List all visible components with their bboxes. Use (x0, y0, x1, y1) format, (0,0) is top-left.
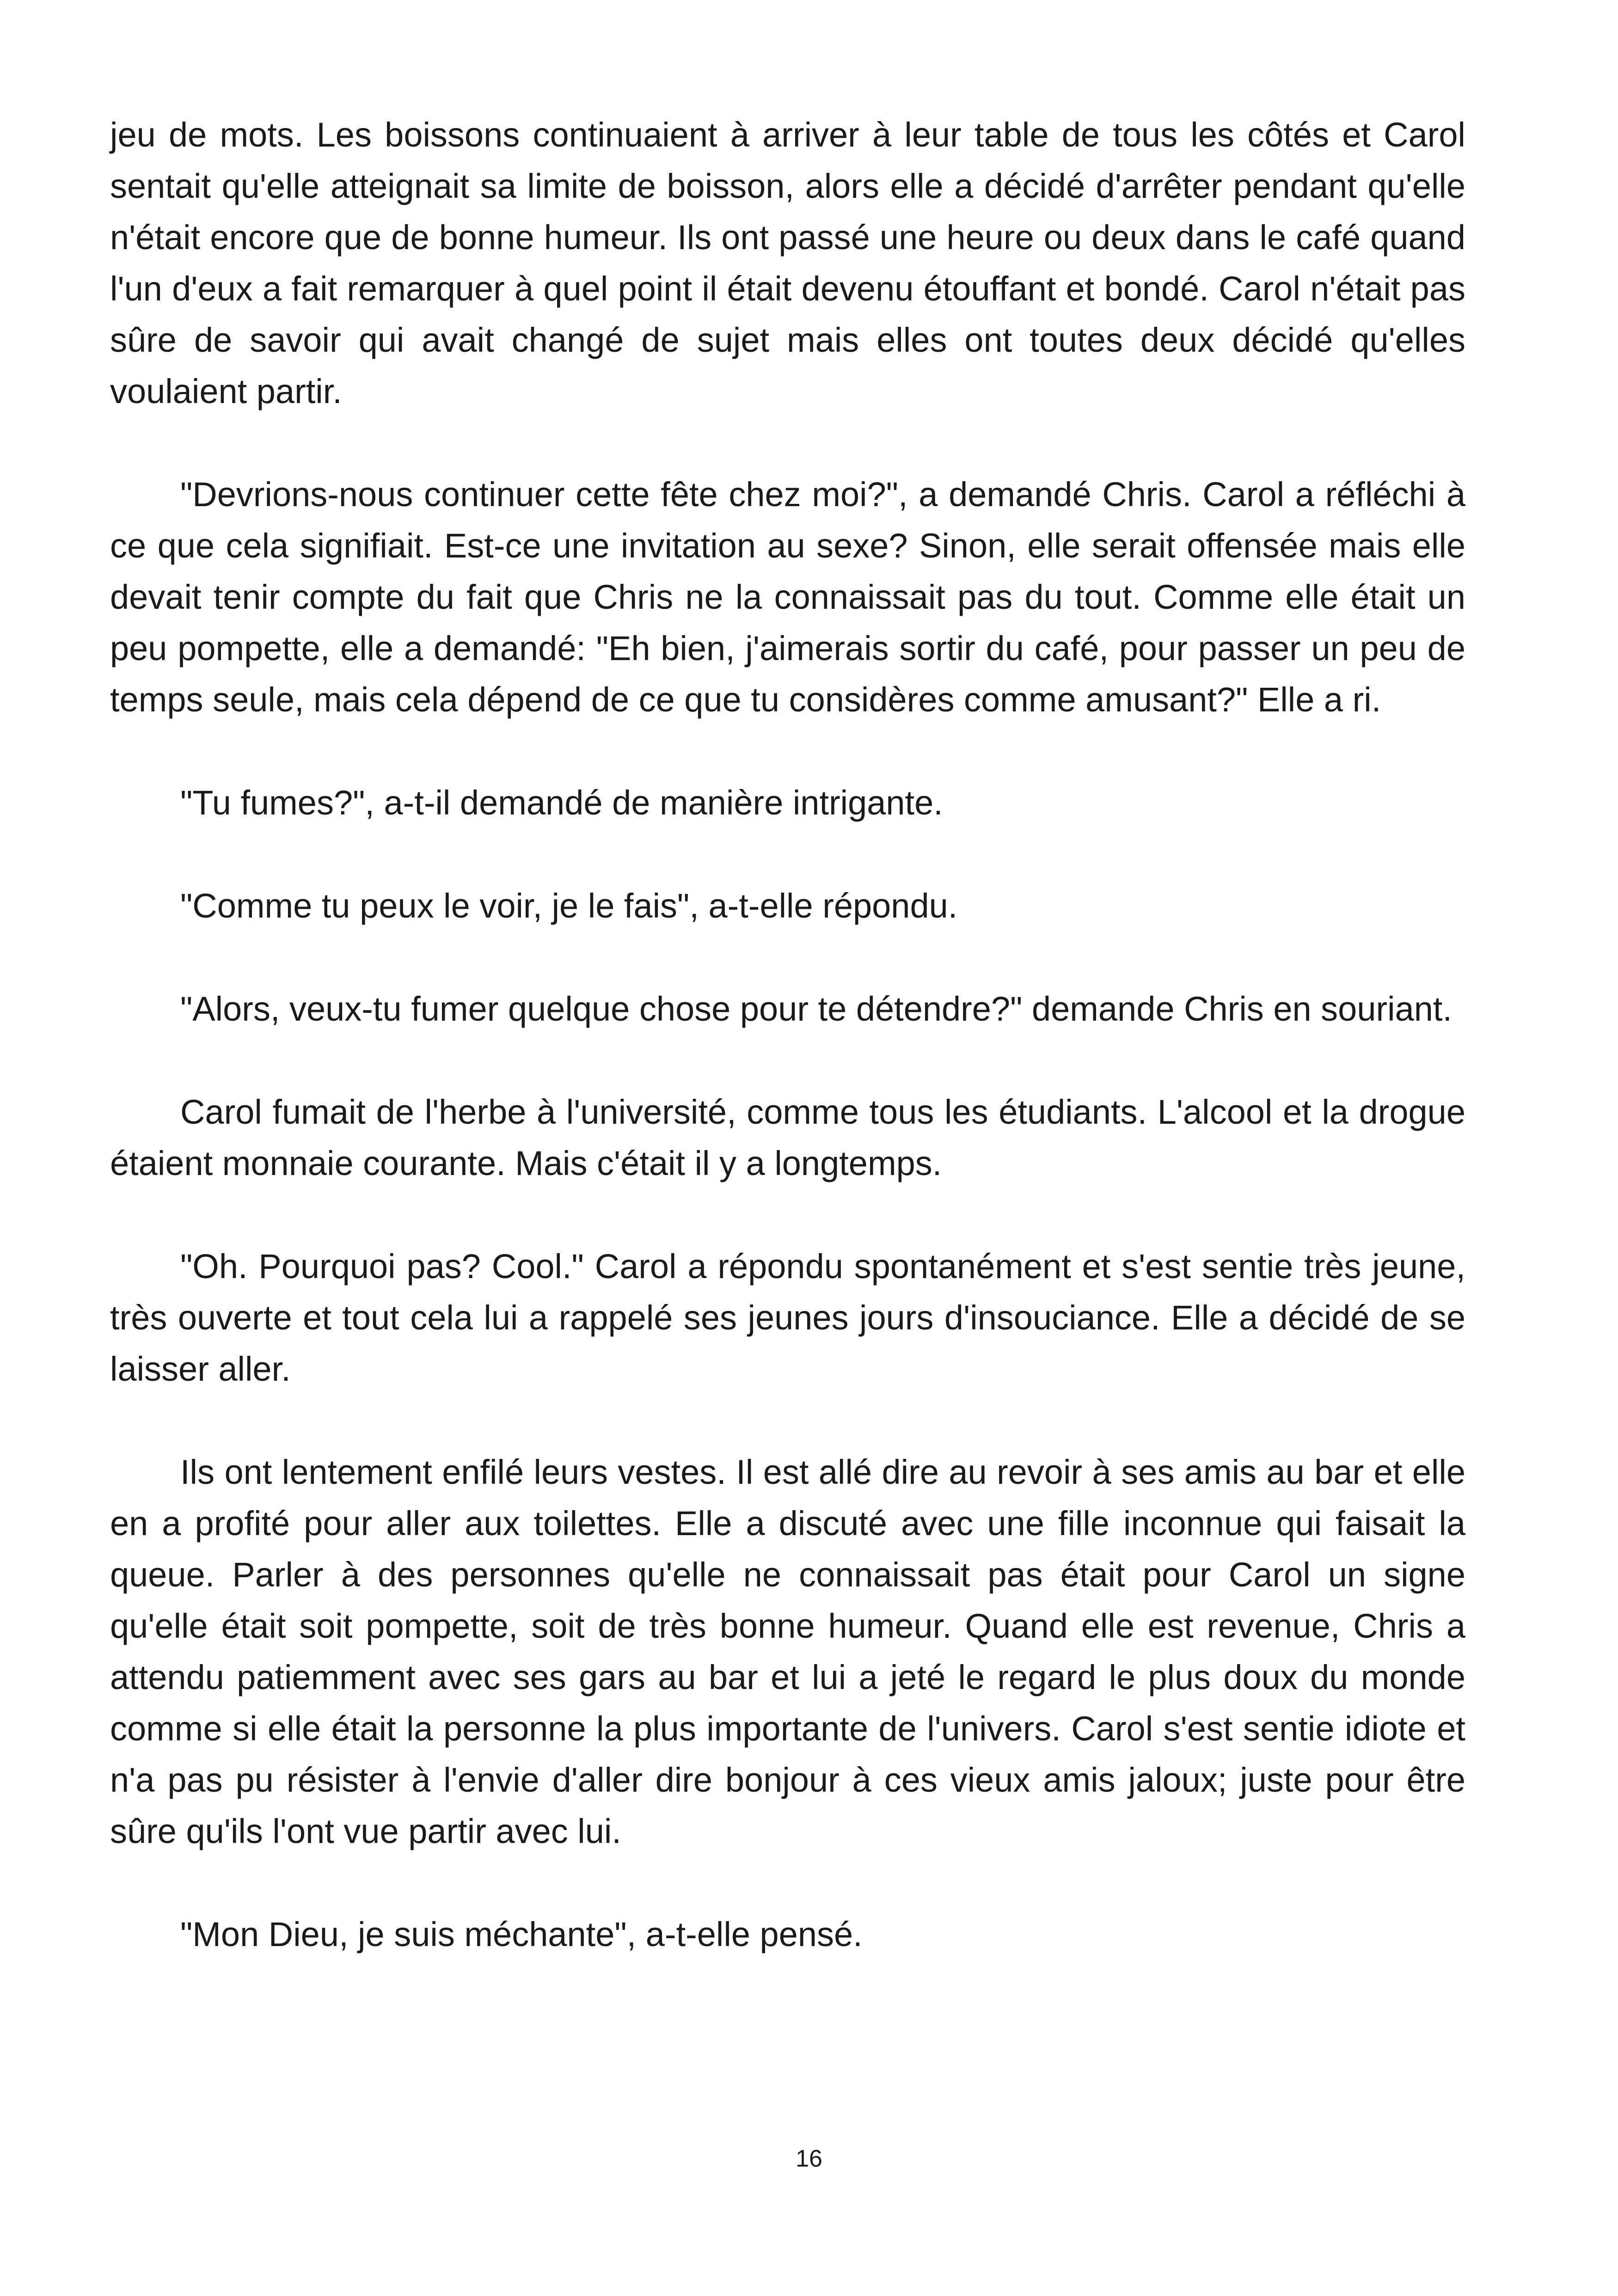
paragraph: "Alors, veux-tu fumer quelque chose pour te détendre?" demande Chris en souriant. (180, 990, 1453, 1028)
paragraph: "Mon Dieu, je suis méchante", a-t-elle pensé. (180, 1915, 863, 1953)
paragraph: "Comme tu peux le voir, je le fais", a-t-elle répondu. (180, 887, 958, 925)
paragraph: Carol fumait de l'herbe à l'université, comme tous les étudiants. L'alcool et la drogue étaient monnaie courante. Mais c'était il y a longtemps. (110, 1093, 1465, 1182)
page-number: 16 (796, 2145, 822, 2172)
paragraph: Ils ont lentement enfilé leurs vestes. Il est allé dire au revoir à ses amis au bar et elle en a profité pour aller aux toilettes. Elle a discuté avec une fille inconnue qui faisait la queue. Parler à des personnes qu'elle ne connaissait pas était pour Carol un signe qu'elle était soit pompette, soit de très bonne humeur. Quand elle est revenue, Chris a attendu patiemment avec ses gars au bar et lui a jeté le regard le plus doux du monde comme si elle était la personne la plus importante de l'univers. Carol s'est sentie idiote et n'a pas pu résister à l'envie d'aller dire bonjour à ces vieux amis jaloux; juste pour être sûre qu'ils l'ont vue partir avec lui. (110, 1453, 1465, 1850)
paragraph: jeu de mots. Les boissons continuaient à arriver à leur table de tous les côtés et Carol sentait qu'elle atteignait sa limite de boisson, alors elle a décidé d'arrêter pendant qu'elle n'était encore que de bonne humeur. Ils ont passé une heure ou deux dans le café quand l'un d'eux a fait remarquer à quel point il était devenu étouffant et bondé. Carol n'était pas sûre de savoir qui avait changé de sujet mais elles ont toutes deux décidé qu'elles voulaient partir. (110, 116, 1465, 410)
body-text (110, 109, 1465, 2012)
paragraph: "Tu fumes?", a-t-il demandé de manière intrigante. (180, 784, 943, 822)
paragraph: "Devrions-nous continuer cette fête chez moi?", a demandé Chris. Carol a réfléchi à ce que cela signifiait. Est-ce une invitation au sexe? Sinon, elle serait offensée mais elle devait tenir compte du fait que Chris ne la connaissait pas du tout. Comme elle était un peu pompette, elle a demandé: "Eh bien, j'aimerais sortir du café, pour passer un peu de temps seule, mais cela dépend de ce que tu considères comme amusant?" Elle a ri. (110, 475, 1465, 719)
paragraph: "Oh. Pourquoi pas? Cool." Carol a répondu spontanément et s'est sentie très jeune, très ouverte et tout cela lui a rappelé ses jeunes jours d'insouciance. Elle a décidé de se laisser aller. (110, 1247, 1465, 1388)
